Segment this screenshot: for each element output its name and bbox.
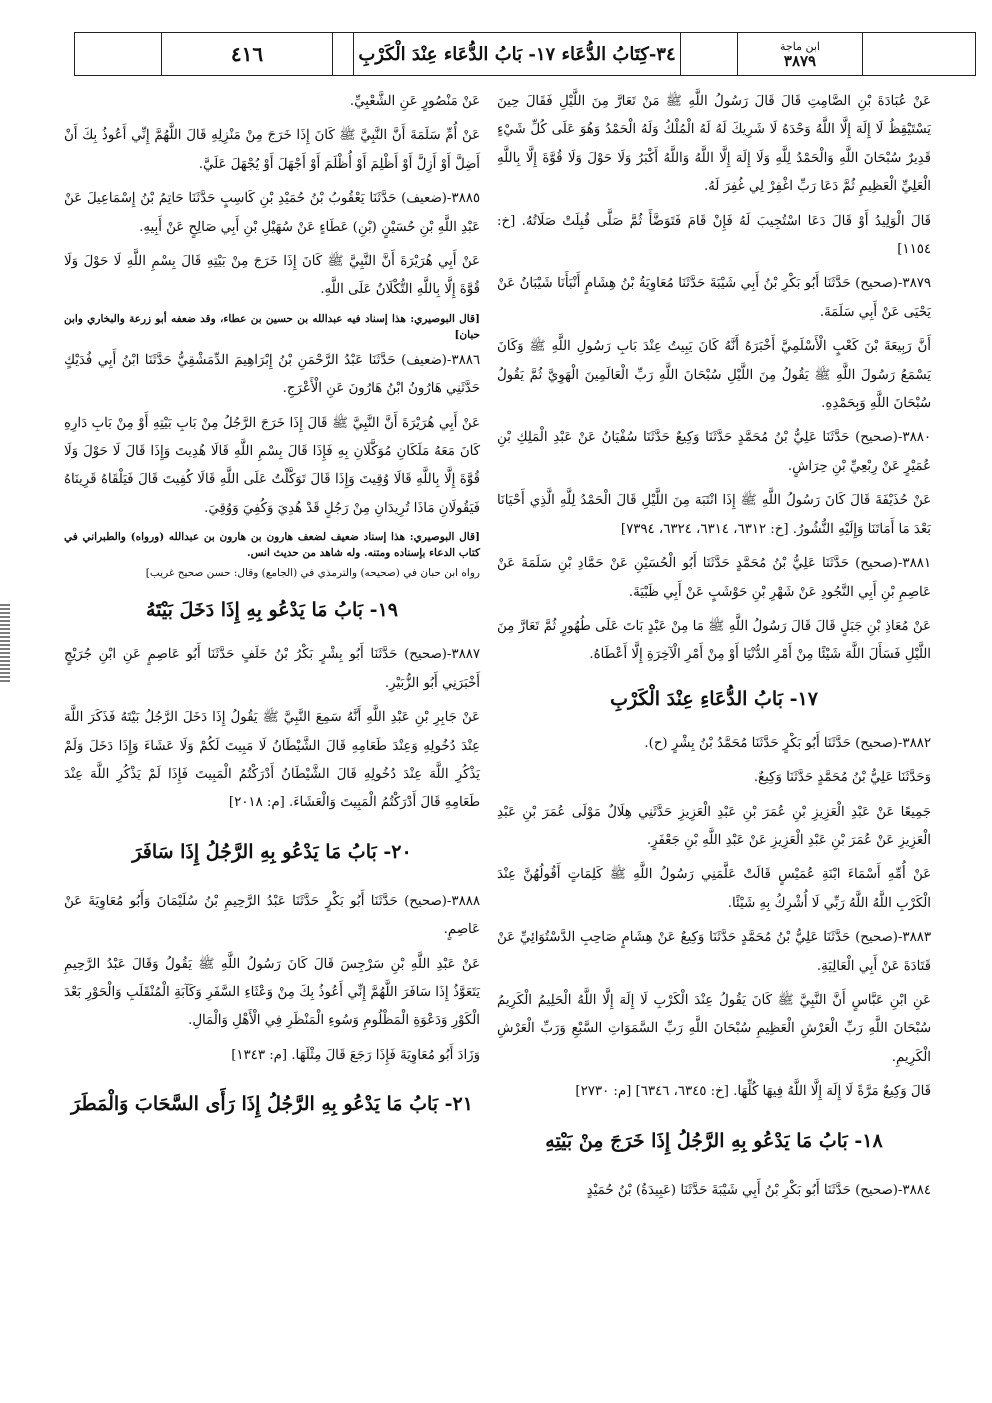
hadith-paragraph: ٣٨٧٩-(صحيح) حَدَّثَنَا أَبُو بَكْرِ بْنُ أَبِي شَيْبَةَ حَدَّثَنَا مُعَاوِيَةُ بْنُ هِشَامٍ أَنْبَأَنَا شَيْبَانُ عَنْ يَحْيَى عَنْ أَبِي سَلَمَةَ. [497, 276, 931, 320]
running-title: ٣٤-كِتَابُ الدُّعَاء ١٧- بَابُ الدُّعَاء عِنْدَ الْكَرْبِ [353, 33, 680, 75]
left-column [64, 88, 480, 1140]
source-number: ٣٨٧٩ [783, 52, 817, 70]
right-column [497, 88, 931, 1211]
hadith-paragraph: عَنْ مَنْصُورٍ عَنِ الشَّعْبِيِّ. [349, 94, 480, 109]
footnote: رواه ابن حبان في (صحيحه) والترمذي في (الجامع) وقال: حسن صحيح غريب] [145, 567, 480, 580]
chapter-heading: ١٨- بَابُ مَا يَدْعُو بِهِ الرَّجُلُ إِذَا خَرَجَ مِنْ بَيْتِهِ [545, 1129, 883, 1152]
hadith-paragraph: عَنْ عُبَادَةَ بْنِ الصَّامِتِ قَالَ قَالَ رَسُولُ اللَّهِ ﷺ مَنْ تَعَارَّ مِنَ اللَّيْلِ فَقَالَ حِينَ يَسْتَيْقِظُ لَا إِلَهَ إِلَّا اللَّهُ وَحْدَهُ لَا شَرِيكَ لَهُ لَهُ الْمُلْكُ وَلَهُ الْحَمْدُ وَهُوَ عَلَى كُلِّ شَيْءٍ قَدِيرٌ سُبْحَانَ اللَّهِ وَالْحَمْدُ لِلَّهِ وَلَا إِلَهَ إِلَّا اللَّهُ وَاللَّهُ أَكْبَرُ وَلَا حَوْلَ وَلَا قُوَّةَ إِلَّا بِاللَّهِ الْعَلِيِّ الْعَظِيمِ ثُمَّ دَعَا رَبِّ اغْفِرْ لِي غُفِرَ لَهُ. [497, 94, 931, 195]
hadith-paragraph: ٣٨٨٤-(صحيح) حَدَّثَنَا أَبُو بَكْرِ بْنُ أَبِي شَيْبَةَ حَدَّثَنَا (عَبِيدَةُ) بْنُ حُمَيْدٍ [586, 1182, 931, 1198]
hadith-paragraph: عَنْ حُذَيْفَةَ قَالَ كَانَ رَسُولُ اللَّهِ ﷺ إِذَا انْتَبَهَ مِنَ اللَّيْلِ قَالَ الْحَمْدُ لِلَّهِ الَّذِي أَحْيَانَا بَعْدَ مَا أَمَاتَنَا وَإِلَيْهِ النُّشُورُ. [خ: ٦٣١٢، ٦٣١٤، ٦٣٢٤، ٧٣٩٤] [497, 493, 931, 537]
hadith-paragraph: عَنْ جَابِرِ بْنِ عَبْدِ اللَّهِ أَنَّهُ سَمِعَ النَّبِيَّ ﷺ يَقُولُ إِذَا دَخَلَ الرَّجُلُ بَيْتَهُ فَذَكَرَ اللَّهَ عِنْدَ دُخُولِهِ وَعِنْدَ طَعَامِهِ قَالَ الشَّيْطَانُ لَا مَبِيتَ لَكُمْ وَلَا عَشَاءَ وَإِذَا دَخَلَ وَلَمْ يَذْكُرِ اللَّهَ عِنْدَ دُخُولِهِ قَالَ الشَّيْطَانُ أَدْرَكْتُمُ الْمَبِيتَ فَإِذَا لَمْ يَذْكُرِ اللَّهَ عِنْدَ طَعَامِهِ قَالَ أَدْرَكْتُمُ الْمَبِيتَ وَالْعَشَاءَ. [م: ٢٠١٨] [64, 710, 480, 811]
source-reference [737, 33, 862, 75]
page-number: ٤١٦ [161, 33, 332, 75]
hadith-paragraph: وَزَادَ أَبُو مُعَاوِيَةَ فَإِذَا رَجَعَ قَالَ مِثْلَهَا. [م: ١٣٤٣] [231, 1047, 480, 1063]
hadith-paragraph: وَحَدَّثَنَا عَلِيُّ بْنُ مُحَمَّدٍ حَدَّثَنَا وَكِيعٌ. [753, 770, 931, 786]
hadith-paragraph: قَالَ وَكِيعٌ مَرَّةً لَا إِلَهَ إِلَّا اللَّهُ فِيهَا كُلِّهَا. [خ: ٦٣٤٥، ٦٣٤٦] [م: ٢٧٣٠] [575, 1084, 931, 1100]
source-label: ابن ماجة [780, 40, 820, 53]
hadith-paragraph: ٣٨٨٧-(صحيح) حَدَّثَنَا أَبُو بِشْرٍ بَكْرُ بْنُ خَلَفٍ حَدَّثَنَا أَبُو عَاصِمٍ عَنِ ابْنِ جُرَيْجٍ أَخْبَرَنِي أَبُو الزُّبَيْرِ. [64, 647, 480, 691]
hadith-paragraph: ٣٨٨٦-(ضعيف) حَدَّثَنَا عَبْدُ الرَّحْمَنِ بْنُ إِبْرَاهِيمَ الدِّمَشْقِيُّ حَدَّثَنَا ابْنُ أَبِي فُدَيْكٍ حَدَّثَنِي هَارُونُ ابْنُ هَارُونَ عَنِ الْأَعْرَجِ. [64, 352, 480, 397]
hadith-paragraph: ٣٨٨٠-(صحيح) حَدَّثَنَا عَلِيُّ بْنُ مُحَمَّدٍ حَدَّثَنَا وَكِيعٌ حَدَّثَنَا سُفْيَانُ عَنْ عَبْدِ الْمَلِكِ بْنِ عُمَيْرٍ عَنْ رِبْعِيِّ بْنِ حِرَاشٍ. [497, 430, 931, 474]
hadith-paragraph: عَنْ أَبِي هُرَيْرَةَ أَنَّ النَّبِيَّ ﷺ كَانَ إِذَا خَرَجَ مِنْ بَيْتِهِ قَالَ بِسْمِ اللَّهِ لَا حَوْلَ وَلَا قُوَّةَ إِلَّا بِاللَّهِ التُّكْلَانُ عَلَى اللَّهِ. [64, 254, 480, 298]
hadith-paragraph: ٣٨٨٢-(صحيح) حَدَّثَنَا أَبُو بَكْرٍ حَدَّثَنَا مُحَمَّدُ بْنُ بِشْرٍ (ح). [644, 735, 931, 751]
page-header [74, 32, 976, 76]
hadith-paragraph: ٣٨٨٨-(صحيح) حَدَّثَنَا أَبُو بَكْرٍ حَدَّثَنَا عَبْدُ الرَّحِيمِ بْنُ سُلَيْمَانَ وَأَبُو مُعَاوِيَةَ عَنْ عَاصِمٍ. [64, 893, 480, 938]
hadith-paragraph: عَنْ أُمِّهِ أَسْمَاءَ ابْنَةِ عُمَيْسٍ قَالَتْ عَلَّمَنِي رَسُولُ اللَّهِ ﷺ كَلِمَاتٍ أَقُولُهُنَّ عِنْدَ الْكَرْبِ اللَّهُ اللَّهُ رَبِّي لَا أُشْرِكُ بِهِ شَيْئًا. [497, 867, 931, 911]
chapter-heading: ١٩- بَابُ مَا يَدْعُو بِهِ إِذَا دَخَلَ بَيْتَهُ [146, 599, 398, 622]
margin-stamp [0, 604, 10, 684]
hadith-paragraph: ٣٨٨٣-(صحيح) حَدَّثَنَا عَلِيُّ بْنُ مُحَمَّدٍ حَدَّثَنَا وَكِيعٌ عَنْ هِشَامٍ صَاحِبِ الدَّسْتُوَائِيِّ عَنْ قَتَادَةَ عَنْ أَبِي الْعَالِيَةِ. [497, 930, 931, 974]
footnote: [قال البوصيري: هذا إسناد ضعيف لضعف هارون بن هارون بن عبدالله (ورواه) والطبراني في كتاب الدعاء بإسناده ومتنه. وله شاهد من حديث انس. [64, 531, 480, 560]
hadith-paragraph: أَنَّ رَبِيعَةَ بْنَ كَعْبٍ الْأَسْلَمِيَّ أَخْبَرَهُ أَنَّهُ كَانَ يَبِيتُ عِنْدَ بَابِ رَسُولِ اللَّهِ ﷺ وَكَانَ يَسْمَعُ رَسُولَ اللَّهِ ﷺ يَقُولُ مِنَ اللَّيْلِ سُبْحَانَ اللَّهِ رَبِّ الْعَالَمِينَ الْهَوِيَّ ثُمَّ يَقُولُ سُبْحَانَ اللَّهِ وَبِحَمْدِهِ. [497, 339, 931, 412]
chapter-heading: ٢١- بَابُ مَا يَدْعُو بِهِ الرَّجُلُ إِذَا رَأَى السَّحَابَ وَالْمَطَرَ [71, 1093, 473, 1116]
hadith-paragraph: عَنِ ابْنِ عَبَّاسٍ أَنَّ النَّبِيَّ ﷺ كَانَ يَقُولُ عِنْدَ الْكَرْبِ لَا إِلَهَ إِلَّا اللَّهُ الْحَلِيمُ الْكَرِيمُ سُبْحَانَ اللَّهِ رَبِّ الْعَرْشِ الْعَظِيمِ سُبْحَانَ اللَّهِ رَبِّ السَّمَوَاتِ السَّبْعِ وَرَبِّ الْعَرْشِ الْكَرِيمِ. [497, 992, 931, 1065]
chapter-heading: ٢٠- بَابُ مَا يَدْعُو بِهِ الرَّجُلُ إِذَا سَافَرَ [132, 840, 412, 863]
chapter-heading: ١٧- بَابُ الدُّعَاءِ عِنْدَ الْكَرْبِ [610, 687, 818, 710]
hadith-paragraph: قَالَ الْوَلِيدُ أَوْ قَالَ دَعَا اسْتُجِيبَ لَهُ فَإِنْ قَامَ فَتَوَضَّأَ ثُمَّ صَلَّى قُبِلَتْ صَلَاتُهُ. [خ: ١١٥٤] [497, 213, 931, 258]
hadith-paragraph: جَمِيعًا عَنْ عَبْدِ الْعَزِيزِ بْنِ عُمَرَ بْنِ عَبْدِ الْعَزِيزِ حَدَّثَنِي هِلَالٌ مَوْلَى عُمَرَ بْنِ عَبْدِ الْعَزِيزِ عَنْ عُمَرَ بْنِ عَبْدِ الْعَزِيزِ عَنْ عَبْدِ اللَّهِ بْنِ جَعْفَرٍ. [497, 804, 931, 848]
hadith-paragraph: عَنْ عَبْدِ اللَّهِ بْنِ سَرْجِسَ قَالَ كَانَ رَسُولُ اللَّهِ ﷺ يَقُولُ وَقَالَ عَبْدُ الرَّحِيمِ يَتَعَوَّذُ إِذَا سَافَرَ اللَّهُمَّ إِنِّي أَعُوذُ بِكَ مِنْ وَعْثَاءِ السَّفَرِ وَكَآبَةِ الْمُنْقَلَبِ وَالْحَوْرِ بَعْدَ الْكَوْرِ وَدَعْوَةِ الْمَظْلُومِ وَسُوءِ الْمَنْظَرِ فِي الْأَهْلِ وَالْمَالِ. [64, 956, 480, 1029]
hadith-paragraph: عَنْ مُعَاذِ بْنِ جَبَلٍ قَالَ قَالَ رَسُولُ اللَّهِ ﷺ مَا مِنْ عَبْدٍ بَاتَ عَلَى طُهُورٍ ثُمَّ تَعَارَّ مِنَ اللَّيْلِ فَسَأَلَ اللَّهَ شَيْئًا مِنْ أَمْرِ الدُّنْيَا أَوْ مِنْ أَمْرِ الْآخِرَةِ إِلَّا أَعْطَاهُ. [497, 618, 931, 663]
hadith-paragraph: عَنْ أُمِّ سَلَمَةَ أَنَّ النَّبِيَّ ﷺ كَانَ إِذَا خَرَجَ مِنْ مَنْزِلِهِ قَالَ اللَّهُمَّ إِنِّي أَعُوذُ بِكَ أَنْ أَضِلَّ أَوْ أَزِلَّ أَوْ أَظْلِمَ أَوْ أُظْلَمَ أَوْ أَجْهَلَ أَوْ يُجْهَلَ عَلَيَّ. [64, 128, 480, 172]
hadith-paragraph: ٣٨٨١-(صحيح) حَدَّثَنَا عَلِيُّ بْنُ مُحَمَّدٍ حَدَّثَنَا أَبُو الْحُسَيْنِ عَنْ حَمَّادِ بْنِ سَلَمَةَ عَنْ عَاصِمِ بْنِ أَبِي النَّجُودِ عَنْ شَهْرِ بْنِ حَوْشَبٍ عَنْ أَبِي ظَبْيَةَ. [497, 556, 931, 600]
hadith-paragraph: عَنْ أَبِي هُرَيْرَةَ أَنَّ النَّبِيَّ ﷺ قَالَ إِذَا خَرَجَ الرَّجُلُ مِنْ بَابِ بَيْتِهِ أَوْ مِنْ بَابِ دَارِهِ كَانَ مَعَهُ مَلَكَانِ مُوَكَّلَانِ بِهِ فَإِذَا قَالَ بِسْمِ اللَّهِ قَالَا هُدِيتَ وَإِذَا قَالَ لَا حَوْلَ وَلَا قُوَّةَ إِلَّا بِاللَّهِ قَالَا وُقِيتَ وَإِذَا قَالَ تَوَكَّلْتُ عَلَى اللَّهِ قَالَا كُفِيتَ قَالَ فَيَلْقَاهُ قَرِينَاهُ فَيَقُولَانِ مَاذَا تُرِيدَانِ مِنْ رَجُلٍ قَدْ هُدِيَ وَكُفِيَ وَوُقِيَ. [64, 415, 480, 516]
hadith-paragraph: ٣٨٨٥-(ضعيف) حَدَّثَنَا يَعْقُوبُ بْنُ حُمَيْدِ بْنِ كَاسِبٍ حَدَّثَنَا حَاتِمُ بْنُ إِسْمَاعِيلَ عَنْ عَبْدِ اللَّهِ بْنِ حُسَيْنٍ (بْنِ) عَطَاءٍ عَنْ سُهَيْلِ بْنِ أَبِي صَالِحٍ عَنْ أَبِيهِ. [64, 191, 480, 235]
footnote: [قال البوصيري: هذا إسناد فيه عبدالله بن حسين بن عطاء، وقد ضعفه أبو زرعة والبخاري وابن حبان] [64, 312, 480, 341]
